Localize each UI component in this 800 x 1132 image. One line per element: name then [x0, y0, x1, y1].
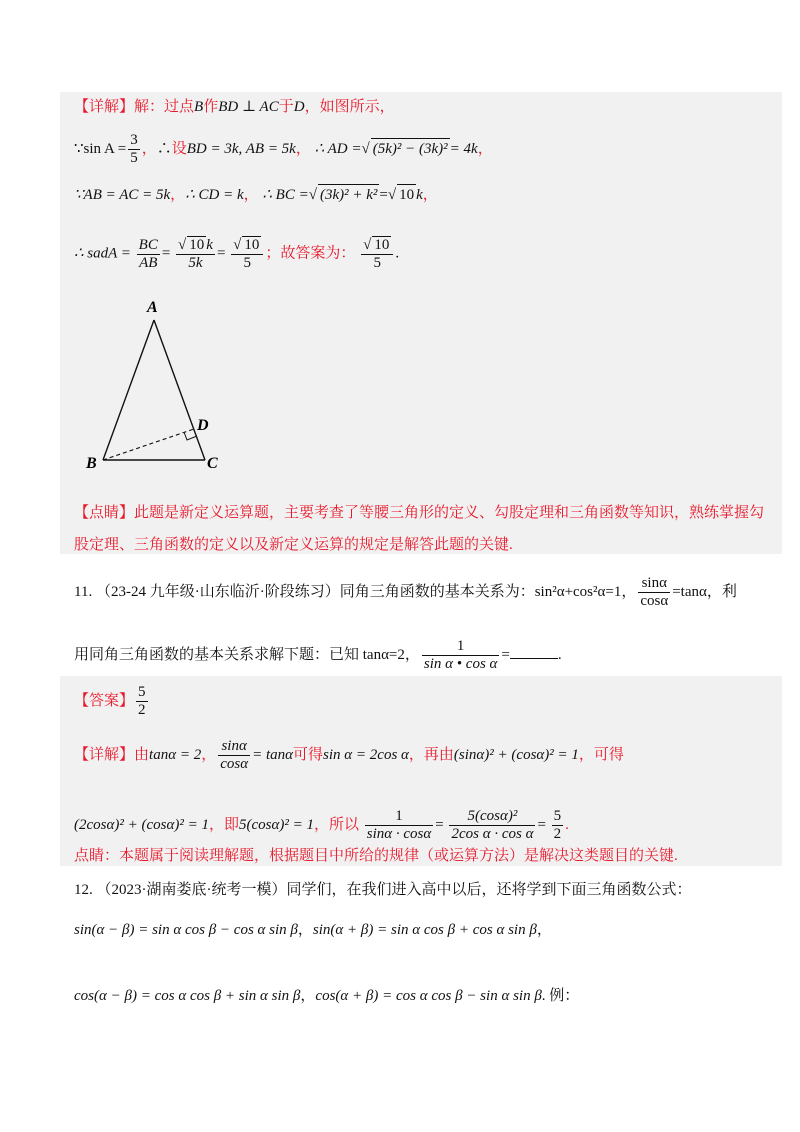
cd-expr: ∴ CD = k — [185, 187, 244, 203]
sad-f3-rad: 10 — [244, 237, 260, 253]
result-fraction-1 — [365, 808, 434, 843]
ji-expr: 5(cosα)² = 1 — [238, 816, 314, 833]
period: . — [395, 245, 400, 262]
comma: ， — [243, 187, 259, 203]
comment-tag: 【点睛】 — [74, 505, 135, 521]
comment-text-2: 股定理、三角函数的定义以及新定义运算的规定是解答此题的关键. — [74, 537, 513, 553]
detail-line-2: ∵sin A = $\frac{3}{5}$ ，∴设BD = 3k, AB = 5k， ∴ AD =√ (5k)² − (3k)² = 4k， — [74, 132, 493, 166]
formula-cos-plus: cos(α + β) = cos α cos β − sin α sin β — [315, 988, 542, 1004]
q11-identity-1: sin²α+cos²α=1， — [534, 583, 637, 600]
sep: ， — [297, 922, 313, 938]
q11-frac-den: cosα — [640, 593, 669, 609]
answer-fraction: $\frac{√ 10}{5}$ — [361, 236, 393, 272]
line2-expr: (2cosα)² + (cosα)² = 1 — [74, 816, 209, 833]
sad-f2-rad: 10 — [189, 237, 205, 253]
sad-f2-k: k — [206, 237, 213, 253]
q11-fraction — [638, 575, 670, 610]
formula-cos-minus: cos(α − β) = cos α cos β + sin α sin β — [74, 988, 301, 1004]
answer11-fraction — [136, 684, 148, 719]
sin-a-num: 3 — [130, 132, 138, 148]
r-eq2: = — [537, 816, 546, 833]
end-period: . — [565, 816, 569, 833]
comment-line-1 — [74, 503, 764, 523]
bc-eq: = — [379, 187, 388, 203]
label-a: A — [147, 299, 158, 316]
detail11-f-eq: = tanα — [252, 746, 294, 763]
detail-intro-line — [74, 97, 395, 117]
comma: ， — [201, 746, 217, 763]
q12-line-3 — [74, 986, 579, 1006]
sad-f1-den: AB — [139, 254, 158, 271]
ad-radical: (5k)² − (3k)² — [371, 138, 450, 159]
bc-radical: (3k)² + k² — [318, 184, 379, 205]
detail11-line-2 — [74, 808, 569, 843]
altitude-bd — [103, 429, 194, 460]
comment-text-1: 此题是新定义运算题，主要考查了等腰三角形的定义、勾股定理和三角函数等知识，熟练掌握勾 — [134, 505, 765, 521]
q11-q-den: sin α • cos α — [423, 656, 498, 672]
comma: ， — [170, 187, 186, 203]
r3-num: 5 — [553, 808, 562, 824]
result-fraction-2 — [449, 808, 535, 843]
let-text: 设 — [171, 140, 187, 157]
q11-line-1 — [74, 575, 737, 610]
answer-tag: 【答案】 — [74, 692, 135, 709]
r2-den: 2cos α · cos α — [451, 826, 534, 842]
ans-rad: 10 — [374, 237, 390, 253]
q11-frac-num: sinα — [638, 575, 670, 593]
q11-line-2 — [74, 638, 562, 673]
q12-line-2 — [74, 920, 552, 940]
comment11-text: 点睛：本题属于阅读理解题，根据题目中所给的规律（或运算方法）是解决这类题目的关键. — [74, 848, 678, 864]
answer-text: ；故答案为： — [265, 245, 356, 262]
q11-identity-2: =tanα，利 — [672, 583, 737, 600]
q11-end: . — [557, 646, 562, 663]
q11-eq: = — [501, 646, 510, 663]
kede-2: ，可得 — [578, 746, 624, 763]
answer-blank — [510, 646, 558, 659]
formula-sin-plus: sin(α + β) = sin α cos β + cos α sin β — [312, 922, 537, 938]
label-d: D — [197, 417, 209, 434]
q12-end: . 例： — [541, 988, 580, 1004]
q11-source: （23-24 九年级·山东临沂·阶段练习）同角三角函数的基本关系为： — [95, 583, 535, 600]
sad-fraction-1 — [137, 237, 160, 272]
answer11-den: 2 — [138, 702, 146, 718]
label-c: C — [207, 455, 218, 472]
sad-f3-den: 5 — [243, 255, 252, 271]
because-sin: ∵sin A = — [74, 140, 127, 157]
sq-expr: (sinα)² + (cosα)² = 1 — [453, 746, 579, 763]
tan-expr: tanα = 2 — [149, 746, 202, 763]
detail-tail: ，如图所示， — [304, 99, 395, 115]
ad-rhs: = 4k — [449, 140, 478, 157]
sep: ， — [300, 988, 316, 1004]
q11-number: 11. — [74, 583, 93, 600]
q11-q-num: 1 — [422, 638, 500, 656]
detail-tag: 【详解】 — [74, 99, 135, 115]
ad-lhs: ∴ AD = — [314, 140, 362, 157]
comment-line-2 — [74, 535, 513, 555]
perp-expr: BD ⊥ AC — [218, 99, 279, 115]
sad-f1-num: BC — [138, 236, 158, 253]
detail-line-4: ∴ sadA = $\frac{BC}{AB}$ = $\frac{√ 10 k}{5k}$ = $\frac{√ 10}{5}$ ；故答案为： $\frac{√ 10}{5}$ . — [74, 236, 400, 271]
detail11-tag: 【详解】 — [74, 746, 135, 763]
sin-expr: sin α = 2cos α — [323, 746, 409, 763]
side-ac — [154, 320, 205, 460]
r1-den: sinα · cosα — [366, 826, 432, 842]
suoyi: ，所以 — [313, 816, 359, 833]
detail-intro-text: 解：过点 — [134, 99, 195, 115]
r1-num: 1 — [365, 808, 434, 826]
answer11-line — [74, 684, 150, 719]
comma: ， — [295, 140, 311, 157]
sad-f2-den: 5k — [188, 255, 203, 271]
formula-sin-minus: sin(α − β) = sin α cos β − cos α sin β — [74, 922, 298, 938]
sad-lhs: ∴ sadA = — [74, 245, 131, 262]
detail-make: 作 — [203, 99, 219, 115]
sin-a-fraction — [128, 132, 140, 167]
detail11-fraction — [218, 738, 250, 773]
r2-num: 5(cosα)² — [449, 808, 535, 826]
ji: ，即 — [208, 816, 239, 833]
ab-ac-expr: ∵AB = AC = 5k — [74, 187, 171, 203]
comma: ， — [141, 140, 157, 157]
detail11-f-num: sinα — [218, 738, 250, 756]
answer11-num: 5 — [138, 684, 146, 700]
point-d: D — [293, 99, 305, 115]
sep: ， — [536, 922, 552, 938]
detail11-line-1 — [74, 738, 624, 773]
comment11-line — [74, 846, 678, 866]
r-eq1: = — [435, 816, 444, 833]
result-fraction-3 — [552, 808, 564, 843]
kede: 可得 — [293, 746, 324, 763]
point-b: B — [194, 99, 204, 115]
q11-question-fraction — [422, 638, 500, 673]
q11-line2-text: 用同角三角函数的基本关系求解下题：已知 tanα=2， — [74, 646, 420, 663]
q12-source: （2023·湖南娄底·统考一模）同学们，在我们进入高中以后，还将学到下面三角函数公式： — [96, 882, 692, 898]
comma: ， — [422, 187, 438, 203]
comma: ， — [477, 140, 493, 157]
q12-number: 12. — [74, 882, 93, 898]
r3-den: 2 — [553, 826, 562, 842]
detail11-you: 由 — [134, 746, 150, 763]
detail-at: 于 — [278, 99, 294, 115]
set-expr: BD = 3k, AB = 5k — [186, 140, 296, 157]
sin-a-den: 5 — [130, 150, 138, 166]
triangle-figure — [80, 290, 240, 480]
bc-radical-2: 10 — [397, 184, 416, 205]
q12-line-1 — [74, 880, 692, 900]
ans-den: 5 — [373, 255, 382, 271]
detail-line-3: ∵AB = AC = 5k，∴ CD = k， ∴ BC =√ (3k)² + k² =√ 10 k， — [74, 184, 438, 205]
sad-fraction-3: $\frac{√ 10}{5}$ — [231, 236, 263, 272]
label-b: B — [86, 455, 97, 472]
bc-lhs: ∴ BC = — [262, 187, 309, 203]
bc-k: k — [416, 187, 423, 203]
therefore: ∴ — [156, 140, 172, 157]
sad-fraction-2: $\frac{√ 10 k}{5k}$ — [178, 237, 213, 271]
detail11-f-den: cosα — [220, 756, 249, 772]
zaiyou: ，再由 — [408, 746, 454, 763]
side-ab — [103, 320, 154, 460]
